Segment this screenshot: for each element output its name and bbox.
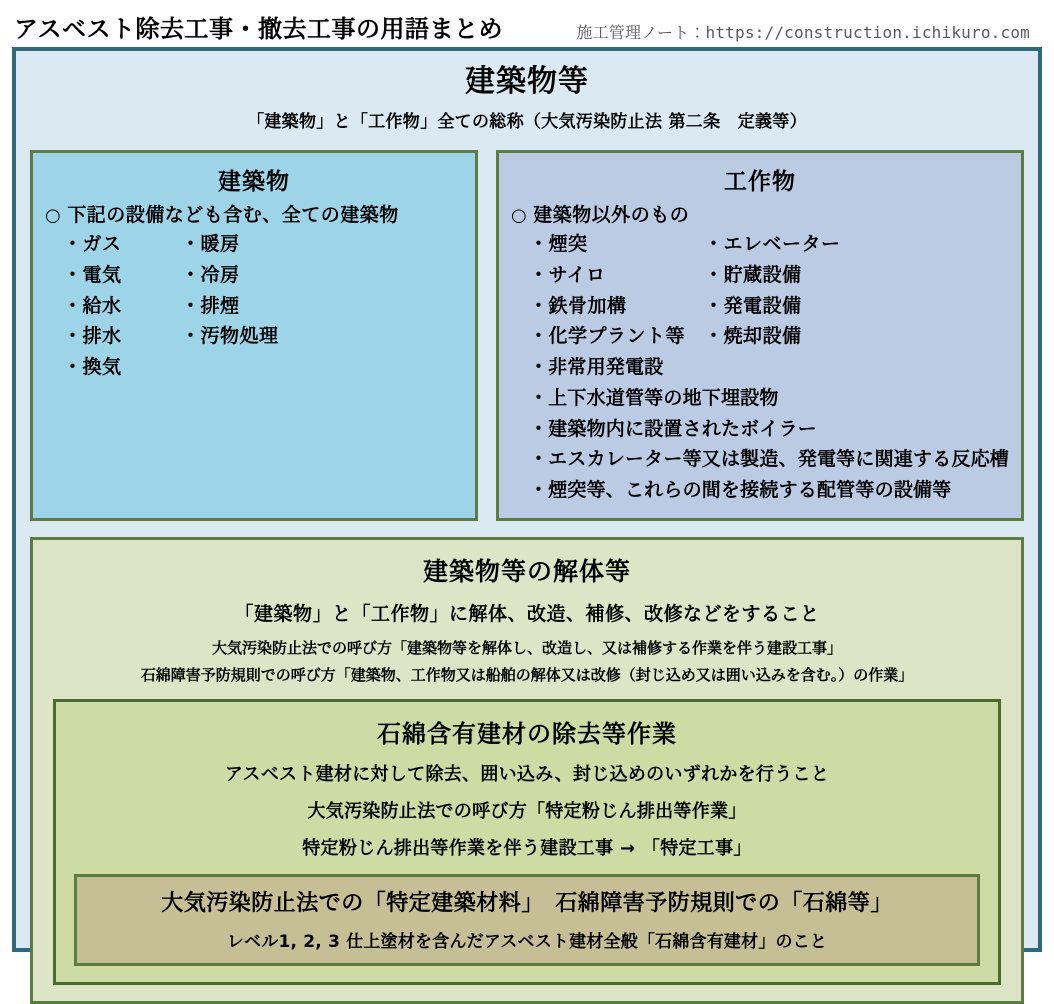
removal-law-note-air-pollution: 大気汚染防止法での呼び方「特定粉じん排出等作業」 xyxy=(307,800,747,822)
list-item: ・エスカレーター等又は製造、発電等に関連する反応槽 xyxy=(528,448,1009,471)
list-building-equipment xyxy=(63,229,463,383)
diagram-outer-frame xyxy=(12,47,1042,952)
list-item-left: ・換気 xyxy=(63,356,122,379)
demolition-law-note-asbestos-rule: 石綿障害予防規則での呼び方「建築物、工作物又は船舶の解体又は改修（封じ込め又は囲い込みを含む。）の作業」 xyxy=(140,665,914,684)
list-item-right: ・エレベーター xyxy=(703,233,841,255)
box-lead-building xyxy=(45,200,463,227)
page-header xyxy=(0,0,1054,47)
list-item: ・上下水道管等の地下埋設物 xyxy=(528,386,779,409)
page-title: アスベスト除去工事・撤去工事の用語まとめ xyxy=(14,15,504,43)
list-item-left: ・煙突 xyxy=(528,233,588,255)
list-item xyxy=(529,321,1009,352)
list-item xyxy=(63,321,463,352)
section-title-kenchikubutsu-to: 建築物等 xyxy=(465,64,589,99)
box-building xyxy=(30,150,478,521)
box-title-specified-material: 大気汚染防止法での「特定建築材料」 石綿障害予防規則での「石綿等」 xyxy=(161,890,893,916)
list-item: ・非常用発電設 xyxy=(528,356,664,379)
box-lead-text-building: 下記の設備なども含む、全ての建築物 xyxy=(67,204,399,226)
section-subtitle-kenchikubutsu-to: 「建築物」と「工作物」全ての総称（大気汚染防止法 第二条 定義等） xyxy=(247,112,807,132)
box-lead-text-structure: 建築物以外のもの xyxy=(533,204,690,226)
list-item-left: ・サイロ xyxy=(528,263,606,286)
list-item-left: ・鉄骨加構 xyxy=(528,294,627,317)
demolition-law-note-air-pollution: 大気汚染防止法での呼び方「建築物等を解体し、改造し、又は補修する作業を伴う建設工事」 xyxy=(211,638,842,657)
list-item-left: ・化学プラント等 xyxy=(528,325,685,348)
list-item-right: ・汚物処理 xyxy=(181,325,279,348)
list-item-right: ・焼却設備 xyxy=(703,325,802,348)
list-structure-pairs xyxy=(529,229,1009,352)
box-lead-structure xyxy=(511,200,1009,227)
list-item-left: ・排水 xyxy=(63,325,122,348)
list-item xyxy=(529,260,1009,291)
box-title-demolition: 建築物等の解体等 xyxy=(422,556,631,586)
list-item-left: ・電気 xyxy=(63,263,122,286)
box-subtitle-specified-material: レベル1, 2, 3 仕上塗材を含んだアスベスト建材全般「石綿含有建材」のこと xyxy=(226,931,828,952)
list-item-right: ・排煙 xyxy=(181,294,240,317)
removal-specified-construction-note: 特定粉じん排出等作業を伴う建設工事 → 「特定工事」 xyxy=(302,837,752,859)
box-title-structure: 工作物 xyxy=(723,169,796,195)
list-item xyxy=(63,260,463,291)
list-item-left: ・給水 xyxy=(63,294,122,317)
removal-description: アスベスト建材に対して除去、囲い込み、封じ込めのいずれかを行うこと xyxy=(224,763,830,785)
section-kenchikubutsu-to xyxy=(22,57,1032,132)
box-title-removal-work: 石綿含有建材の除去等作業 xyxy=(377,719,677,748)
list-item-right: ・暖房 xyxy=(181,233,240,255)
list-item xyxy=(529,229,1009,260)
list-item: ・煙突等、これらの間を接続する配管等の設備等 xyxy=(528,479,952,502)
list-item-right: ・貯蔵設備 xyxy=(703,263,802,286)
circle-bullet-icon: ○ xyxy=(45,205,62,226)
circle-bullet-icon: ○ xyxy=(510,205,528,226)
list-item xyxy=(63,291,463,322)
box-subtitle-demolition: 「建築物」と「工作物」に解体、改造、補修、改修などをすること xyxy=(234,602,820,625)
list-item-left: ・ガス xyxy=(63,233,122,255)
source-note: 施工管理ノート：https://construction.ichikuro.com xyxy=(576,23,1030,42)
list-item-right: ・発電設備 xyxy=(703,294,802,317)
list-item xyxy=(63,352,463,383)
box-structure xyxy=(496,150,1024,521)
list-item xyxy=(63,229,463,260)
box-specified-material xyxy=(74,874,980,966)
list-item-right: ・冷房 xyxy=(181,263,240,286)
box-demolition xyxy=(30,537,1024,1004)
category-columns xyxy=(30,150,1024,521)
list-item xyxy=(529,291,1009,322)
box-title-building: 建築物 xyxy=(217,169,290,195)
list-item: ・建築物内に設置されたボイラー xyxy=(528,417,817,440)
box-removal-work xyxy=(53,699,1001,985)
